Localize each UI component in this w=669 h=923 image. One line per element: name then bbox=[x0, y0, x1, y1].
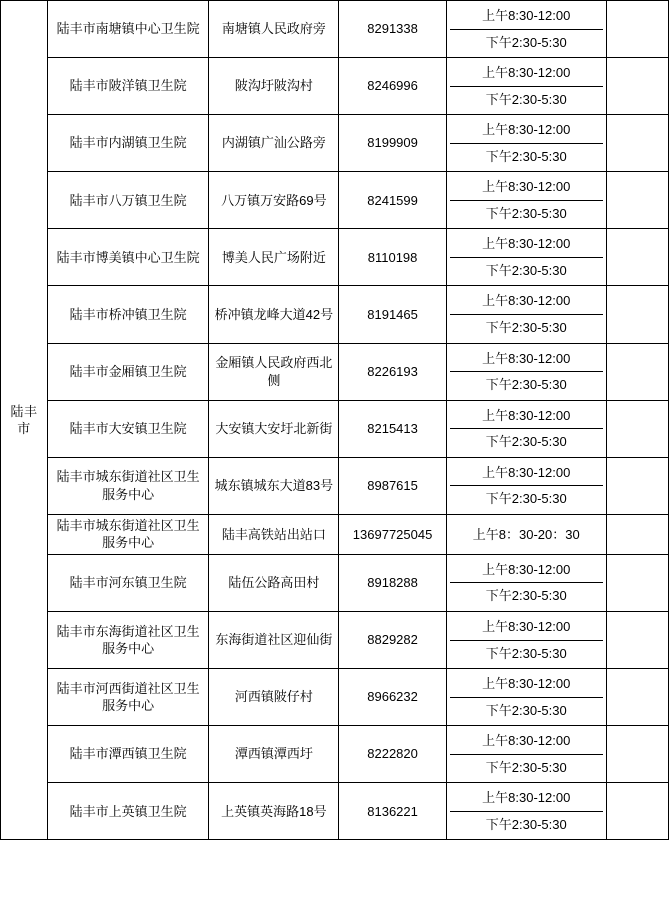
institution-name: 陆丰市城东街道社区卫生服务中心 bbox=[48, 457, 209, 514]
service-hours bbox=[446, 400, 606, 457]
institution-phone: 8222820 bbox=[339, 726, 446, 783]
extra-note bbox=[606, 669, 668, 726]
institution-phone: 8829282 bbox=[339, 612, 446, 669]
institution-phone: 8966232 bbox=[339, 669, 446, 726]
extra-note bbox=[606, 172, 668, 229]
hours-afternoon: 下午2:30-5:30 bbox=[485, 491, 567, 507]
service-hours bbox=[446, 457, 606, 514]
institution-address: 东海街道社区迎仙街 bbox=[209, 612, 339, 669]
hours-morning: 上午8:30-12:00 bbox=[450, 785, 603, 812]
service-hours bbox=[446, 514, 606, 554]
service-hours bbox=[446, 58, 606, 115]
hours-afternoon: 下午2:30-5:30 bbox=[485, 588, 567, 604]
table-row bbox=[1, 669, 669, 726]
institution-phone: 8987615 bbox=[339, 457, 446, 514]
table-row bbox=[1, 783, 669, 840]
extra-note bbox=[606, 286, 668, 343]
institution-phone: 8215413 bbox=[339, 400, 446, 457]
institution-address: 博美人民广场附近 bbox=[209, 229, 339, 286]
institution-name: 陆丰市大安镇卫生院 bbox=[48, 400, 209, 457]
institution-address: 陂沟圩陂沟村 bbox=[209, 58, 339, 115]
hours-morning: 上午8:30-12:00 bbox=[450, 671, 603, 698]
institution-name: 陆丰市博美镇中心卫生院 bbox=[48, 229, 209, 286]
hours-afternoon: 下午2:30-5:30 bbox=[485, 434, 567, 450]
table-row bbox=[1, 514, 669, 554]
institution-name: 陆丰市陂洋镇卫生院 bbox=[48, 58, 209, 115]
institution-phone: 8291338 bbox=[339, 1, 446, 58]
service-hours bbox=[446, 669, 606, 726]
hours-morning: 上午8:30-12:00 bbox=[450, 3, 603, 30]
institution-phone: 8136221 bbox=[339, 783, 446, 840]
institution-name: 陆丰市金厢镇卫生院 bbox=[48, 343, 209, 400]
extra-note bbox=[606, 229, 668, 286]
hours-morning: 上午8:30-12:00 bbox=[450, 460, 603, 487]
hours-morning: 上午8:30-12:00 bbox=[450, 288, 603, 315]
service-hours bbox=[446, 1, 606, 58]
hours-afternoon: 下午2:30-5:30 bbox=[485, 759, 567, 775]
hours-morning: 上午8:30-12:00 bbox=[450, 346, 603, 373]
institution-address: 上英镇英海路18号 bbox=[209, 783, 339, 840]
hours-afternoon: 下午2:30-5:30 bbox=[485, 816, 567, 832]
institution-phone: 13697725045 bbox=[339, 514, 446, 554]
institution-name: 陆丰市河西街道社区卫生服务中心 bbox=[48, 669, 209, 726]
extra-note bbox=[606, 400, 668, 457]
service-hours bbox=[446, 612, 606, 669]
extra-note bbox=[606, 514, 668, 554]
institution-name: 陆丰市潭西镇卫生院 bbox=[48, 726, 209, 783]
table-row bbox=[1, 58, 669, 115]
hours-morning: 上午8:30-12:00 bbox=[450, 231, 603, 258]
hours-morning: 上午8:30-12:00 bbox=[450, 557, 603, 584]
service-hours bbox=[446, 783, 606, 840]
table-body bbox=[1, 1, 669, 840]
institution-name: 陆丰市东海街道社区卫生服务中心 bbox=[48, 612, 209, 669]
institution-address: 河西镇陂仔村 bbox=[209, 669, 339, 726]
hours-afternoon: 下午2:30-5:30 bbox=[485, 91, 567, 107]
institution-address: 八万镇万安路69号 bbox=[209, 172, 339, 229]
institution-name: 陆丰市桥冲镇卫生院 bbox=[48, 286, 209, 343]
table-row bbox=[1, 457, 669, 514]
hours-afternoon: 下午2:30-5:30 bbox=[485, 34, 567, 50]
service-hours bbox=[446, 286, 606, 343]
service-hours bbox=[446, 115, 606, 172]
extra-note bbox=[606, 115, 668, 172]
institution-address: 城东镇城东大道83号 bbox=[209, 457, 339, 514]
extra-note bbox=[606, 1, 668, 58]
institution-address: 内湖镇广汕公路旁 bbox=[209, 115, 339, 172]
institution-phone: 8226193 bbox=[339, 343, 446, 400]
hours-afternoon: 下午2:30-5:30 bbox=[485, 148, 567, 164]
institution-address: 桥冲镇龙峰大道42号 bbox=[209, 286, 339, 343]
institution-address: 陆伍公路高田村 bbox=[209, 554, 339, 611]
institution-name: 陆丰市八万镇卫生院 bbox=[48, 172, 209, 229]
hours-allday: 上午8：30-20：30 bbox=[472, 526, 580, 542]
institution-phone: 8110198 bbox=[339, 229, 446, 286]
table-row bbox=[1, 726, 669, 783]
hours-afternoon: 下午2:30-5:30 bbox=[485, 205, 567, 221]
service-hours bbox=[446, 172, 606, 229]
hours-morning: 上午8:30-12:00 bbox=[450, 174, 603, 201]
institution-name: 陆丰市上英镇卫生院 bbox=[48, 783, 209, 840]
table-row bbox=[1, 1, 669, 58]
institution-address: 金厢镇人民政府西北侧 bbox=[209, 343, 339, 400]
extra-note bbox=[606, 612, 668, 669]
service-hours bbox=[446, 229, 606, 286]
service-hours bbox=[446, 343, 606, 400]
institution-phone: 8191465 bbox=[339, 286, 446, 343]
hours-morning: 上午8:30-12:00 bbox=[450, 60, 603, 87]
hours-afternoon: 下午2:30-5:30 bbox=[485, 702, 567, 718]
table-row bbox=[1, 115, 669, 172]
table-row bbox=[1, 343, 669, 400]
table-row bbox=[1, 172, 669, 229]
extra-note bbox=[606, 58, 668, 115]
table-row bbox=[1, 286, 669, 343]
institution-phone: 8246996 bbox=[339, 58, 446, 115]
institution-name: 陆丰市内湖镇卫生院 bbox=[48, 115, 209, 172]
hours-morning: 上午8:30-12:00 bbox=[450, 117, 603, 144]
hours-morning: 上午8:30-12:00 bbox=[450, 614, 603, 641]
hours-afternoon: 下午2:30-5:30 bbox=[485, 377, 567, 393]
extra-note bbox=[606, 343, 668, 400]
extra-note bbox=[606, 554, 668, 611]
institution-address: 大安镇大安圩北新街 bbox=[209, 400, 339, 457]
institution-address: 南塘镇人民政府旁 bbox=[209, 1, 339, 58]
extra-note bbox=[606, 783, 668, 840]
institution-name: 陆丰市河东镇卫生院 bbox=[48, 554, 209, 611]
institution-address: 潭西镇潭西圩 bbox=[209, 726, 339, 783]
institution-phone: 8241599 bbox=[339, 172, 446, 229]
hours-afternoon: 下午2:30-5:30 bbox=[485, 320, 567, 336]
table-row bbox=[1, 229, 669, 286]
institution-address: 陆丰高铁站出站口 bbox=[209, 514, 339, 554]
institution-phone: 8918288 bbox=[339, 554, 446, 611]
hours-morning: 上午8:30-12:00 bbox=[450, 403, 603, 430]
region-cell: 陆丰市 bbox=[1, 1, 48, 840]
institution-name: 陆丰市南塘镇中心卫生院 bbox=[48, 1, 209, 58]
hours-morning: 上午8:30-12:00 bbox=[450, 728, 603, 755]
hours-afternoon: 下午2:30-5:30 bbox=[485, 262, 567, 278]
table-row bbox=[1, 400, 669, 457]
extra-note bbox=[606, 457, 668, 514]
hours-afternoon: 下午2:30-5:30 bbox=[485, 645, 567, 661]
service-hours bbox=[446, 726, 606, 783]
table-row bbox=[1, 612, 669, 669]
institution-name: 陆丰市城东街道社区卫生服务中心 bbox=[48, 514, 209, 554]
service-hours bbox=[446, 554, 606, 611]
institution-phone: 8199909 bbox=[339, 115, 446, 172]
table-row bbox=[1, 554, 669, 611]
extra-note bbox=[606, 726, 668, 783]
